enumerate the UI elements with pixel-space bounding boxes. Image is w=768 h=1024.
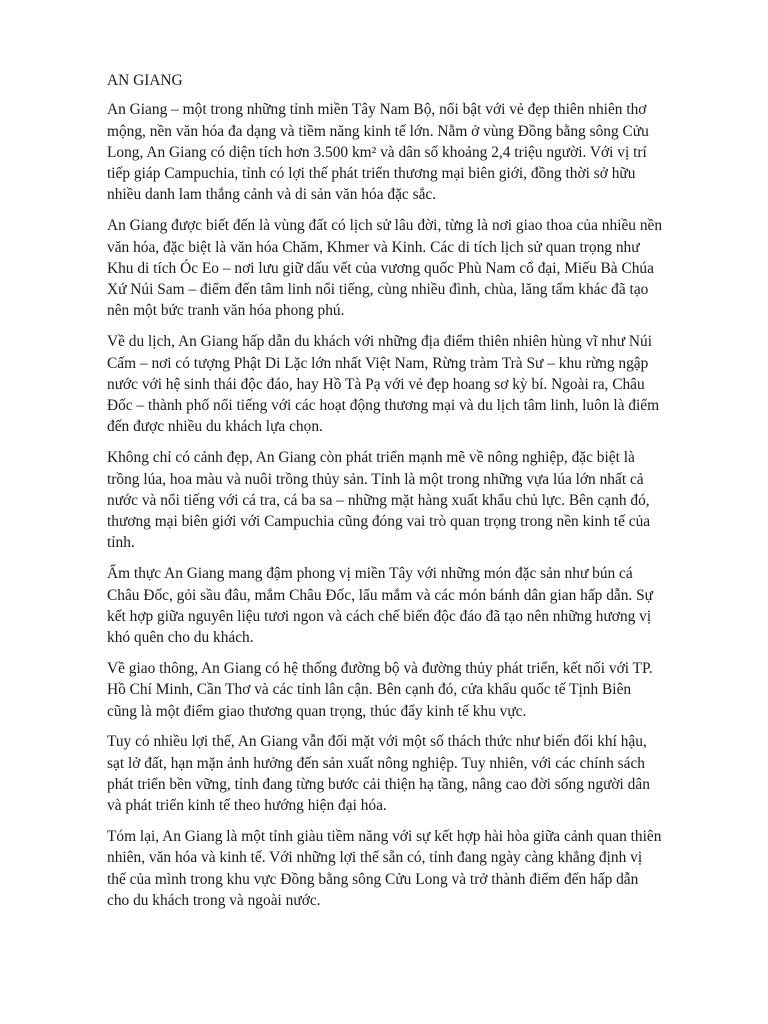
text-line: Về giao thông, An Giang có hệ thống đường bộ và đường thủy phát triển, kết nối với TP.	[107, 659, 653, 677]
text-line: tiếp giáp Campuchia, tỉnh có lợi thế phát triển thương mại biên giới, đồng thời sở hữu	[107, 165, 636, 183]
text-line: kết hợp giữa nguyên liệu tươi ngon và cách chế biến độc đáo đã tạo nên những hương vị	[107, 607, 652, 625]
paragraph-history	[107, 215, 697, 321]
paragraph-challenges	[107, 731, 697, 816]
text-line: Về du lịch, An Giang hấp dẫn du khách với những địa điểm thiên nhiên hùng vĩ như Núi	[107, 333, 653, 351]
paragraph-intro	[107, 99, 697, 205]
text-line: sạt lở đất, hạn mặn ảnh hưởng đến sản xuất nông nghiệp. Tuy nhiên, với các chính sách	[107, 754, 645, 772]
text-line: Xứ Núi Sam – điểm đến tâm linh nổi tiếng, cùng nhiều đình, chùa, lăng tẩm khác đã tạo	[107, 281, 649, 299]
text-line: An Giang – một trong những tỉnh miền Tây Nam Bộ, nổi bật với vẻ đẹp thiên nhiên thơ	[107, 101, 647, 119]
text-line: Châu Đốc, gỏi sầu đâu, mắm Châu Đốc, lẩu mắm và các món bánh dân gian hấp dẫn. Sự	[107, 586, 654, 604]
text-line: và phát triển kinh tế theo hướng hiện đại hóa.	[107, 797, 387, 815]
text-line: Tóm lại, An Giang là một tỉnh giàu tiềm năng với sự kết hợp hài hòa giữa cảnh quan thiên	[107, 828, 662, 845]
text-line: thế của mình trong khu vực Đồng bằng sông Cửu Long và trở thành điểm đến hấp dẫn	[107, 870, 639, 888]
text-line: Hồ Chí Minh, Cần Thơ và các tỉnh lân cận. Bên cạnh đó, cửa khẩu quốc tế Tịnh Biên	[107, 681, 632, 699]
text-line: đến được nhiều du khách lựa chọn.	[107, 418, 323, 436]
text-line: nên một bức tranh văn hóa phong phú.	[107, 302, 345, 320]
text-line: Cấm – nơi có tượng Phật Di Lặc lớn nhất Việt Nam, Rừng tràm Trà Sư – khu rừng ngập	[107, 354, 649, 372]
text-line: thương mại biên giới với Campuchia cũng đóng vai trò quan trọng trong nền kinh tế của	[107, 513, 651, 531]
text-line: Đốc – thành phố nổi tiếng với các hoạt động thương mại và du lịch tâm linh, luôn là điểm	[107, 397, 660, 415]
text-line: cũng là một điểm giao thương quan trọng, thúc đẩy kinh tế khu vực.	[107, 702, 527, 720]
paragraph-conclusion	[107, 826, 697, 911]
paragraph-cuisine	[107, 563, 697, 648]
text-line: nhiên, văn hóa và kinh tế. Với những lợi thế sẵn có, tỉnh đang ngày càng khẳng định vị	[107, 849, 643, 867]
text-line: Long, An Giang có diện tích hơn 3.500 km² và dân số khoảng 2,4 triệu người. Với vị trí	[107, 143, 647, 161]
text-line: nhiều danh lam thắng cảnh và di sản văn hóa đặc sắc.	[107, 186, 437, 204]
text-line: khó quên cho du khách.	[107, 629, 254, 647]
document-title: AN GIANG	[107, 72, 183, 89]
paragraph-transport	[107, 658, 697, 722]
paragraph-tourism	[107, 331, 697, 437]
text-line: Khu di tích Óc Eo – nơi lưu giữ dấu vết của vương quốc Phù Nam cổ đại, Miếu Bà Chúa	[107, 259, 654, 277]
text-line: mộng, nền văn hóa đa dạng và tiềm năng kinh tế lớn. Nằm ở vùng Đồng bằng sông Cửu	[107, 122, 649, 140]
text-line: tỉnh.	[107, 534, 135, 552]
text-line: nước và nổi tiếng với cá tra, cá ba sa – những mặt hàng xuất khẩu chủ lực. Bên cạnh đó,	[107, 491, 650, 509]
text-line: Tuy có nhiều lợi thế, An Giang vẫn đối mặt với một số thách thức như biến đổi khí hậu,	[107, 733, 647, 751]
text-line: Ẩm thực An Giang mang đậm phong vị miền Tây với những món đặc sản như bún cá	[107, 565, 633, 583]
text-line: nước với hệ sinh thái độc đáo, hay Hồ Tà Pạ với vẻ đẹp hoang sơ kỳ bí. Ngoài ra, Châu	[107, 375, 645, 393]
text-line: Không chỉ có cảnh đẹp, An Giang còn phát triển mạnh mẽ về nông nghiệp, đặc biệt là	[107, 449, 635, 467]
text-line: phát triển bền vững, tỉnh đang từng bước cải thiện hạ tầng, nâng cao đời sống người dân	[107, 775, 650, 793]
text-line: cho du khách trong và ngoài nước.	[107, 891, 321, 909]
text-line: An Giang được biết đến là vùng đất có lịch sử lâu đời, từng là nơi giao thoa của nhiều nền	[107, 217, 663, 235]
document-page	[107, 70, 697, 921]
text-line: trồng lúa, hoa màu và nuôi trồng thủy sản. Tỉnh là một trong những vựa lúa lớn nhất cả	[107, 470, 644, 488]
paragraph-agriculture	[107, 447, 697, 553]
text-line: văn hóa, đặc biệt là văn hóa Chăm, Khmer và Kinh. Các di tích lịch sử quan trọng như	[107, 238, 640, 256]
